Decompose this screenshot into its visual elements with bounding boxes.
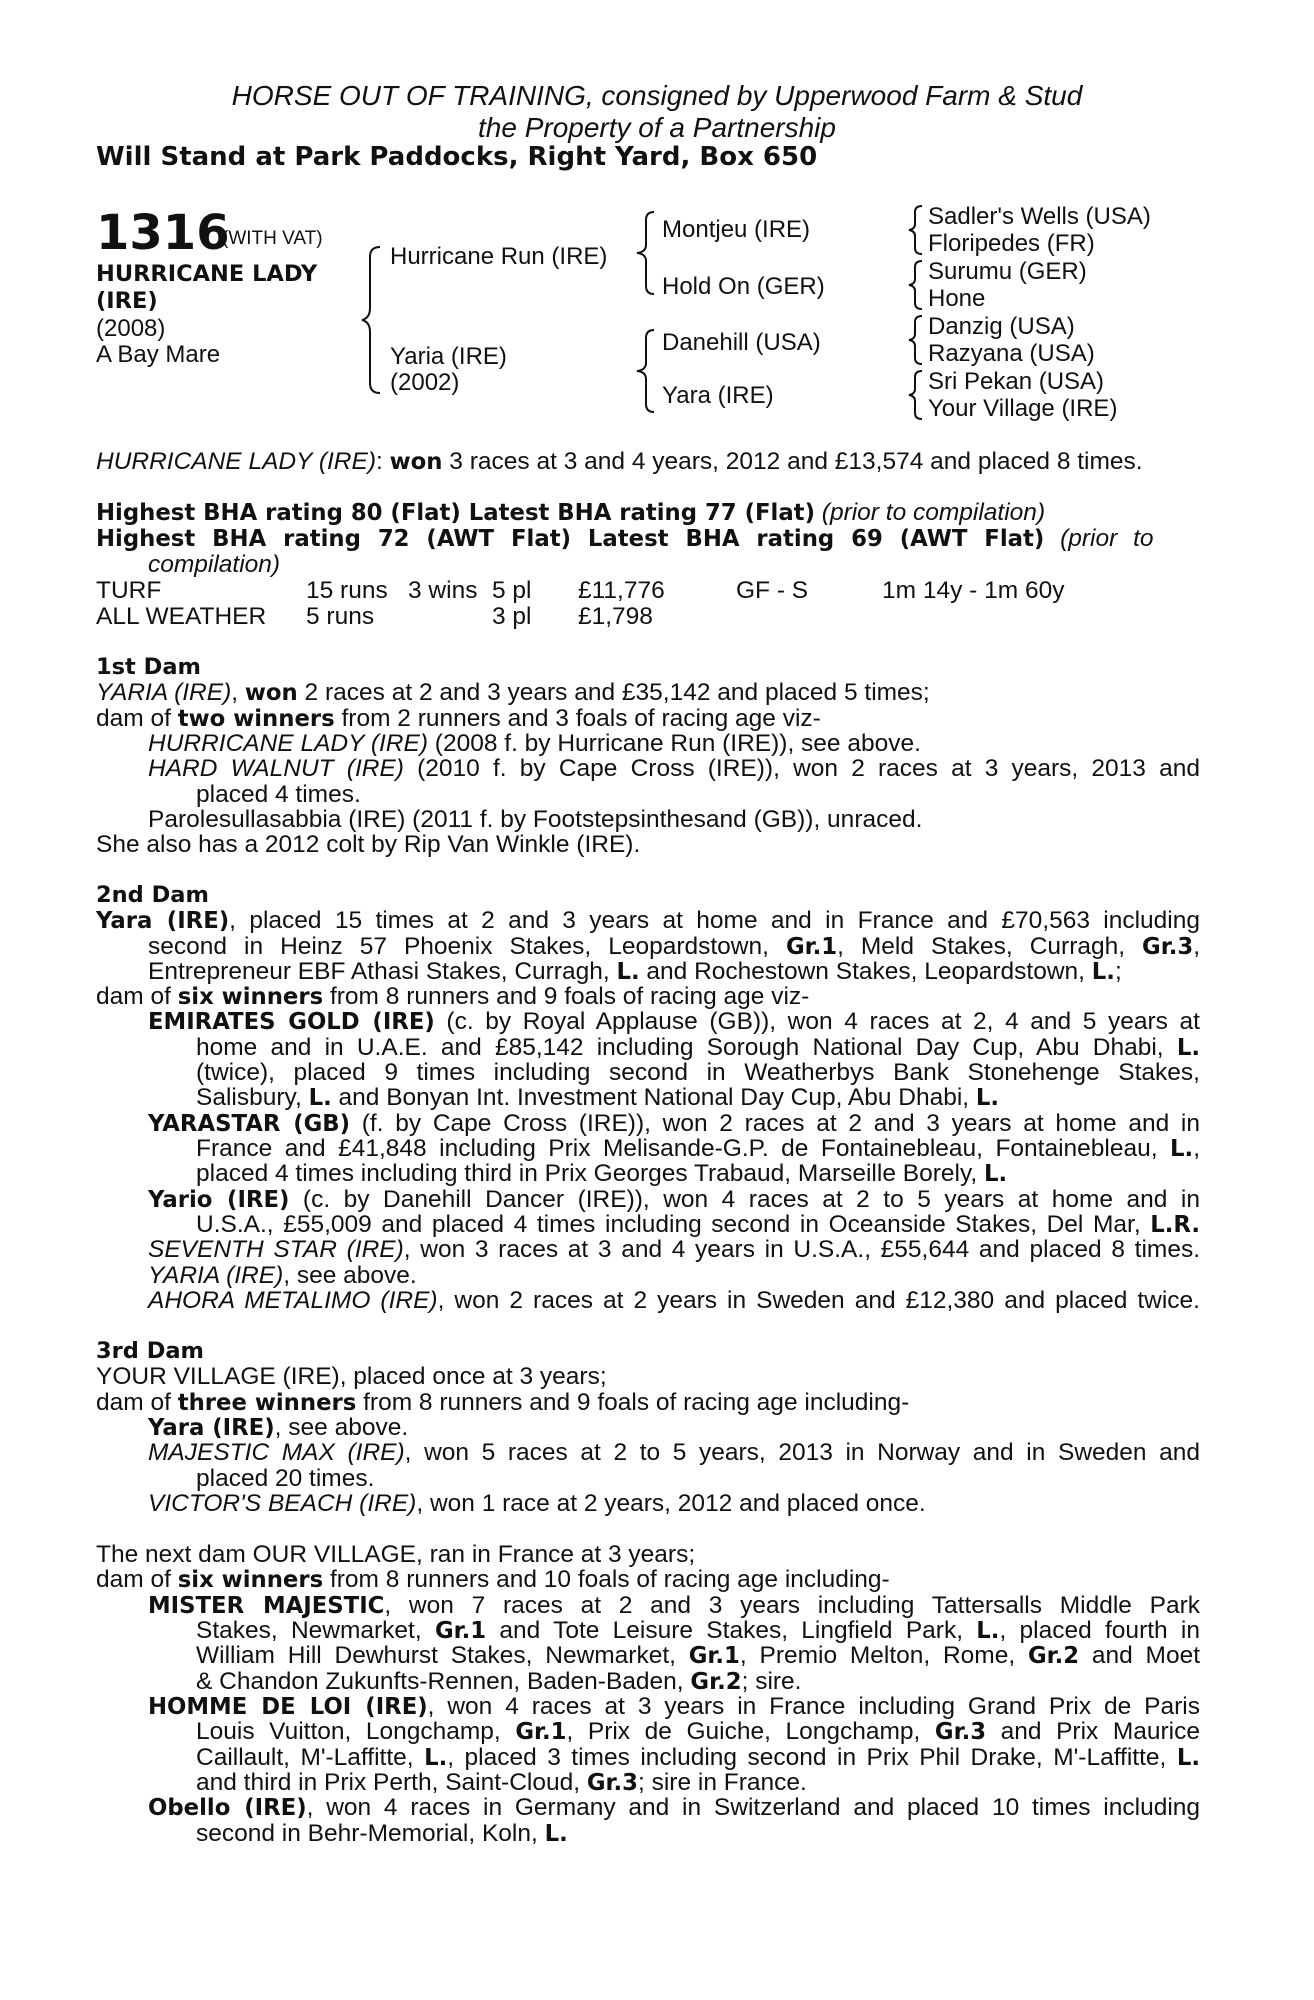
dam1-line1 bbox=[96, 680, 1200, 707]
yarastar-line2 bbox=[196, 1136, 1200, 1163]
t: placed 4 times including third in Prix Georges Trabaud, Marseille Borely, bbox=[196, 1160, 984, 1187]
yario-line1 bbox=[148, 1187, 1200, 1214]
record-aw-placed: 3 pl bbox=[492, 603, 532, 630]
t: ; bbox=[1114, 958, 1122, 985]
rating-flat bbox=[96, 500, 1200, 527]
emirates-gold-line2 bbox=[196, 1035, 1200, 1062]
ahora-metalimo-line bbox=[148, 1288, 1200, 1314]
t: , bbox=[1193, 933, 1200, 960]
dam3-heading: 3rd Dam bbox=[96, 1338, 204, 1364]
dam1-l2b: two winners bbox=[177, 706, 335, 732]
record-aw-prize: £1,798 bbox=[578, 603, 653, 630]
pedigree-dam-dam: Yara (IRE) bbox=[662, 382, 774, 409]
dam1-line5: placed 4 times. bbox=[196, 781, 361, 808]
grade: Gr.3 bbox=[586, 1770, 638, 1796]
grade: L. bbox=[424, 1745, 448, 1771]
dam2-l1-rest: , placed 15 times at 2 and 3 years at home and in France and £70,563 including bbox=[229, 907, 1200, 934]
dam1-line6: Parolesullasabbia (IRE) (2011 f. by Footstepsinthesand (GB)), unraced. bbox=[148, 806, 923, 833]
t: , bbox=[1193, 1135, 1200, 1162]
stand-line: Will Stand at Park Paddocks, Right Yard, Box 650 bbox=[96, 142, 818, 172]
horse-foaled: (2008) bbox=[96, 315, 166, 342]
t: and third in Prix Perth, Saint-Cloud, bbox=[196, 1769, 587, 1796]
pedigree-g3-2: Floripedes (FR) bbox=[928, 230, 1095, 257]
grade: Gr.3 bbox=[1142, 934, 1194, 960]
homme-de-loi-line1 bbox=[148, 1694, 1200, 1721]
pedigree-g3-3: Surumu (GER) bbox=[928, 258, 1087, 285]
dam2-line2 bbox=[148, 934, 1200, 961]
grade: L. bbox=[1176, 1035, 1200, 1061]
grade: L. bbox=[308, 1085, 332, 1111]
summary-rest: 3 races at 3 and 4 years, 2012 and £13,574 and placed 8 times. bbox=[442, 448, 1143, 475]
grade: L. bbox=[616, 959, 640, 985]
dam1-sep: , bbox=[231, 679, 245, 706]
pedigree-brace-dam bbox=[634, 328, 658, 414]
obello-line2 bbox=[196, 1821, 1200, 1848]
winners: three winners bbox=[177, 1390, 357, 1416]
pedigree-g3-4: Hone bbox=[928, 285, 986, 312]
t: Salisbury, bbox=[196, 1084, 309, 1111]
pedigree-g3-1: Sadler's Wells (USA) bbox=[928, 203, 1151, 230]
yaria-line bbox=[148, 1263, 1200, 1289]
dam2-name: Yara (IRE) bbox=[96, 908, 230, 934]
t: from 8 runners and 10 foals of racing age including- bbox=[323, 1566, 890, 1593]
dam2-line1 bbox=[96, 908, 1200, 935]
pedigree-sire: Hurricane Run (IRE) bbox=[390, 243, 608, 270]
t: U.S.A., £55,009 and placed 4 times including second in Oceanside Stakes, Del Mar, bbox=[196, 1211, 1151, 1238]
rating-awt-cont bbox=[148, 552, 1200, 578]
grade: Gr.2 bbox=[690, 1669, 742, 1695]
dam1-l4-name: HARD WALNUT (IRE) bbox=[148, 755, 404, 782]
grade: Gr.1 bbox=[515, 1719, 567, 1745]
t: France and £41,848 including Prix Melisande-G.P. de Fontainebleau, Fontainebleau, bbox=[196, 1135, 1171, 1162]
horse-country: (IRE) bbox=[96, 288, 158, 314]
grade: L. bbox=[984, 1161, 1008, 1187]
t: and Bonyan Int. Investment National Day Cup, Abu Dhabi, bbox=[331, 1084, 976, 1111]
dam2-line4 bbox=[96, 984, 1200, 1011]
yario-name: Yario (IRE) bbox=[148, 1187, 290, 1213]
majestic-max-name: MAJESTIC MAX (IRE) bbox=[148, 1439, 405, 1466]
record-turf-runs: 15 runs bbox=[306, 577, 388, 604]
t: , won 5 races at 2 to 5 years, 2013 in Norway and in Sweden and bbox=[404, 1439, 1201, 1466]
t: ; sire in France. bbox=[637, 1769, 807, 1796]
grade: L. bbox=[544, 1821, 568, 1847]
t: from 8 runners and 9 foals of racing age including- bbox=[356, 1389, 910, 1416]
rating-flat-note: (prior to compilation) bbox=[821, 499, 1046, 526]
pedigree-g3-5: Danzig (USA) bbox=[928, 313, 1075, 340]
grade: L.R. bbox=[1150, 1212, 1200, 1238]
dam1-l2c: from 2 runners and 3 foals of racing age viz- bbox=[334, 705, 821, 732]
ahora-metalimo-name: AHORA METALIMO (IRE) bbox=[148, 1287, 438, 1314]
emirates-gold-line4 bbox=[196, 1085, 1200, 1112]
dam3-line3 bbox=[148, 1415, 1200, 1442]
yara-ref-name: Yara (IRE) bbox=[148, 1415, 275, 1441]
mister-majestic-name: MISTER MAJESTIC bbox=[148, 1593, 385, 1619]
t: (c. by Danehill Dancer (IRE)), won 4 races at 2 to 5 years at home and in bbox=[289, 1186, 1200, 1213]
t: , Prix de Guiche, Longchamp, bbox=[566, 1718, 935, 1745]
grade: Gr.1 bbox=[785, 934, 838, 960]
t: and Moet bbox=[1079, 1642, 1200, 1669]
dam4-line2 bbox=[96, 1567, 1200, 1594]
t: , won 4 races in Germany and in Switzerland and placed 10 times including bbox=[306, 1794, 1201, 1821]
dam3-line4 bbox=[148, 1440, 1200, 1466]
property-line: the Property of a Partnership bbox=[478, 112, 836, 143]
race-summary: HURRICANE LADY (IRE): won 3 races at 3 and 4 years, 2012 and £13,574 and placed 8 times. bbox=[96, 448, 1143, 475]
t: , placed 3 times including second in Prix Phil Drake, M'-Laffitte, bbox=[447, 1744, 1177, 1771]
lot-vat: (WITH VAT) bbox=[222, 228, 323, 249]
record-turf-prize: £11,776 bbox=[578, 577, 665, 604]
t: Stakes, Newmarket, bbox=[196, 1617, 435, 1644]
t: and Rochestown Stakes, Leopardstown, bbox=[639, 958, 1092, 985]
dam3-line6 bbox=[148, 1491, 1200, 1517]
yaria-name: YARIA (IRE) bbox=[148, 1262, 284, 1289]
grade: L. bbox=[976, 1618, 1000, 1644]
t: , won 2 races at 2 years in Sweden and £12,380 and placed twice. bbox=[437, 1287, 1200, 1314]
seventh-star-line bbox=[148, 1237, 1200, 1263]
record-turf-label: TURF bbox=[96, 577, 162, 604]
brace-g3-2 bbox=[906, 259, 926, 311]
dam3-line5: placed 20 times. bbox=[196, 1465, 375, 1492]
pedigree-dam: Yaria (IRE) bbox=[390, 343, 507, 370]
yarastar-line1 bbox=[148, 1111, 1200, 1138]
summary-won: won bbox=[389, 449, 443, 475]
mister-majestic-line4 bbox=[196, 1669, 1200, 1696]
t: , Meld Stakes, Curragh, bbox=[837, 933, 1143, 960]
obello-name: Obello (IRE) bbox=[148, 1795, 307, 1821]
dam2-line3 bbox=[148, 959, 1200, 986]
yarastar-name: YARASTAR (GB) bbox=[148, 1111, 351, 1137]
t: , won 1 race at 2 years, 2012 and placed once. bbox=[416, 1490, 926, 1517]
dam3-line2 bbox=[96, 1390, 1200, 1417]
brace-g3-3 bbox=[906, 314, 926, 366]
t: dam of bbox=[96, 1389, 178, 1416]
homme-de-loi-line2 bbox=[196, 1719, 1200, 1746]
brace-g3-4 bbox=[906, 369, 926, 421]
dam1-line4 bbox=[148, 756, 1200, 782]
pedigree-sire-sire: Montjeu (IRE) bbox=[662, 216, 811, 243]
grade: L. bbox=[1170, 1136, 1194, 1162]
homme-de-loi-line3 bbox=[196, 1745, 1200, 1772]
grade: Gr.1 bbox=[434, 1618, 487, 1644]
rating-awt-note: (prior to bbox=[1060, 525, 1154, 552]
t: second in Behr-Memorial, Koln, bbox=[196, 1820, 545, 1847]
record-aw-label: ALL WEATHER bbox=[96, 603, 267, 630]
dam1-l3-name: HURRICANE LADY (IRE) bbox=[148, 730, 428, 757]
t: , see above. bbox=[274, 1414, 409, 1441]
pedigree-brace-main bbox=[360, 245, 384, 395]
dam1-l3-rest: (2008 f. by Hurricane Run (IRE)), see above. bbox=[427, 730, 921, 757]
dam1-name: YARIA (IRE) bbox=[96, 679, 232, 706]
record-turf-wins: 3 wins bbox=[408, 577, 478, 604]
grade: Gr.3 bbox=[934, 1719, 987, 1745]
pedigree-g3-8: Your Village (IRE) bbox=[928, 395, 1118, 422]
victors-beach-name: VICTOR'S BEACH (IRE) bbox=[148, 1490, 417, 1517]
emirates-gold-line1 bbox=[148, 1009, 1200, 1036]
dam1-won: won bbox=[244, 680, 298, 706]
t: dam of bbox=[96, 983, 178, 1010]
dam3-line1: YOUR VILLAGE (IRE), placed once at 3 years; bbox=[96, 1363, 607, 1390]
t: , see above. bbox=[283, 1262, 417, 1289]
dam1-line2 bbox=[96, 706, 1200, 733]
dam4-line1: The next dam OUR VILLAGE, ran in France at 3 years; bbox=[96, 1541, 696, 1568]
dam1-heading: 1st Dam bbox=[96, 654, 201, 680]
mister-majestic-line3 bbox=[196, 1643, 1200, 1670]
t: from 8 runners and 9 foals of racing age viz- bbox=[323, 983, 810, 1010]
consignor-line: HORSE OUT OF TRAINING, consigned by Upperwood Farm & Stud bbox=[231, 80, 1083, 111]
pedigree-g3-7: Sri Pekan (USA) bbox=[928, 368, 1105, 395]
emirates-gold-name: EMIRATES GOLD (IRE) bbox=[148, 1009, 435, 1035]
t: and Tote Leisure Stakes, Lingfield Park, bbox=[486, 1617, 977, 1644]
t: & Chandon Zukunfts-Rennen, Baden-Baden, bbox=[196, 1668, 691, 1695]
record-turf-placed: 5 pl bbox=[492, 577, 532, 604]
t: (f. by Cape Cross (IRE)), won 2 races at 2 and 3 years at home and in bbox=[350, 1110, 1201, 1137]
yarastar-line3 bbox=[196, 1161, 1200, 1188]
t: , placed fourth in bbox=[999, 1617, 1200, 1644]
rating-awt-note2: compilation) bbox=[148, 551, 281, 578]
dam1-line3 bbox=[148, 731, 1200, 757]
t: Louis Vuitton, Longchamp, bbox=[196, 1718, 516, 1745]
rating-awt-bold: Highest BHA rating 72 (AWT Flat) Latest BHA rating 69 (AWT Flat) bbox=[96, 526, 1045, 552]
dam1-rest: 2 races at 2 and 3 years and £35,142 and placed 5 times; bbox=[297, 679, 930, 706]
pedigree-dam-year: (2002) bbox=[390, 369, 460, 396]
t: , won 4 races at 3 years in France including Grand Prix de Paris bbox=[427, 1693, 1200, 1720]
record-aw-runs: 5 runs bbox=[306, 603, 375, 630]
dam1-l2a: dam of bbox=[96, 705, 178, 732]
t: Caillault, M'-Laffitte, bbox=[196, 1744, 425, 1771]
record-turf-distance: 1m 14y - 1m 60y bbox=[882, 577, 1065, 604]
seventh-star-name: SEVENTH STAR (IRE) bbox=[148, 1236, 404, 1263]
pedigree-dam-sire: Danehill (USA) bbox=[662, 329, 821, 356]
pedigree-brace-sire bbox=[634, 210, 658, 296]
homme-de-loi-name: HOMME DE LOI (IRE) bbox=[148, 1694, 428, 1720]
yario-line2 bbox=[196, 1212, 1200, 1239]
t: (c. by Royal Applause (GB)), won 4 races at 2, 4 and 5 years at bbox=[434, 1008, 1200, 1035]
grade: Gr.1 bbox=[688, 1643, 740, 1669]
t: , Premio Melton, Rome, bbox=[739, 1642, 1028, 1669]
horse-description: A Bay Mare bbox=[96, 341, 221, 368]
winners: six winners bbox=[177, 984, 324, 1010]
grade: Gr.2 bbox=[1027, 1643, 1080, 1669]
t: second in Heinz 57 Phoenix Stakes, Leopardstown, bbox=[148, 933, 786, 960]
dam1-line7: She also has a 2012 colt by Rip Van Winkle (IRE). bbox=[96, 831, 641, 858]
winners: six winners bbox=[177, 1567, 324, 1593]
t: and Prix Maurice bbox=[986, 1718, 1200, 1745]
dam1-l4-rest: (2010 f. by Cape Cross (IRE)), won 2 races at 3 years, 2013 and bbox=[403, 755, 1200, 782]
mister-majestic-line2 bbox=[196, 1618, 1200, 1645]
rating-flat-bold: Highest BHA rating 80 (Flat) Latest BHA rating 77 (Flat) bbox=[96, 500, 815, 526]
pedigree-g3-6: Razyana (USA) bbox=[928, 340, 1095, 367]
t: Entrepreneur EBF Athasi Stakes, Curragh, bbox=[148, 958, 617, 985]
obello-line1 bbox=[148, 1795, 1200, 1822]
brace-g3-1 bbox=[906, 204, 926, 256]
dam2-heading: 2nd Dam bbox=[96, 882, 209, 908]
grade: L. bbox=[1091, 959, 1115, 985]
t: William Hill Dewhurst Stakes, Newmarket, bbox=[196, 1642, 689, 1669]
t: home and in U.A.E. and £85,142 including Sorough National Day Cup, Abu Dhabi, bbox=[196, 1034, 1177, 1061]
grade: L. bbox=[975, 1085, 1000, 1111]
pedigree-sire-dam: Hold On (GER) bbox=[662, 273, 825, 300]
homme-de-loi-line4 bbox=[196, 1770, 1200, 1797]
summary-name: HURRICANE LADY (IRE) bbox=[96, 448, 376, 475]
lot-number: 1316 bbox=[96, 205, 230, 261]
t: , won 3 races at 3 and 4 years in U.S.A., £55,644 and placed 8 times. bbox=[403, 1236, 1200, 1263]
record-turf-going: GF - S bbox=[736, 577, 809, 604]
t: dam of bbox=[96, 1566, 178, 1593]
rating-awt bbox=[96, 526, 1200, 553]
emirates-gold-line3: (twice), placed 9 times including second in Weatherbys Bank Stonehenge Stakes, bbox=[196, 1059, 1200, 1086]
horse-name: HURRICANE LADY bbox=[96, 261, 318, 287]
t: , won 7 races at 2 and 3 years including Tattersalls Middle Park bbox=[384, 1592, 1200, 1619]
mister-majestic-line1 bbox=[148, 1593, 1200, 1620]
t: ; sire. bbox=[741, 1668, 802, 1695]
grade: L. bbox=[1176, 1745, 1200, 1771]
